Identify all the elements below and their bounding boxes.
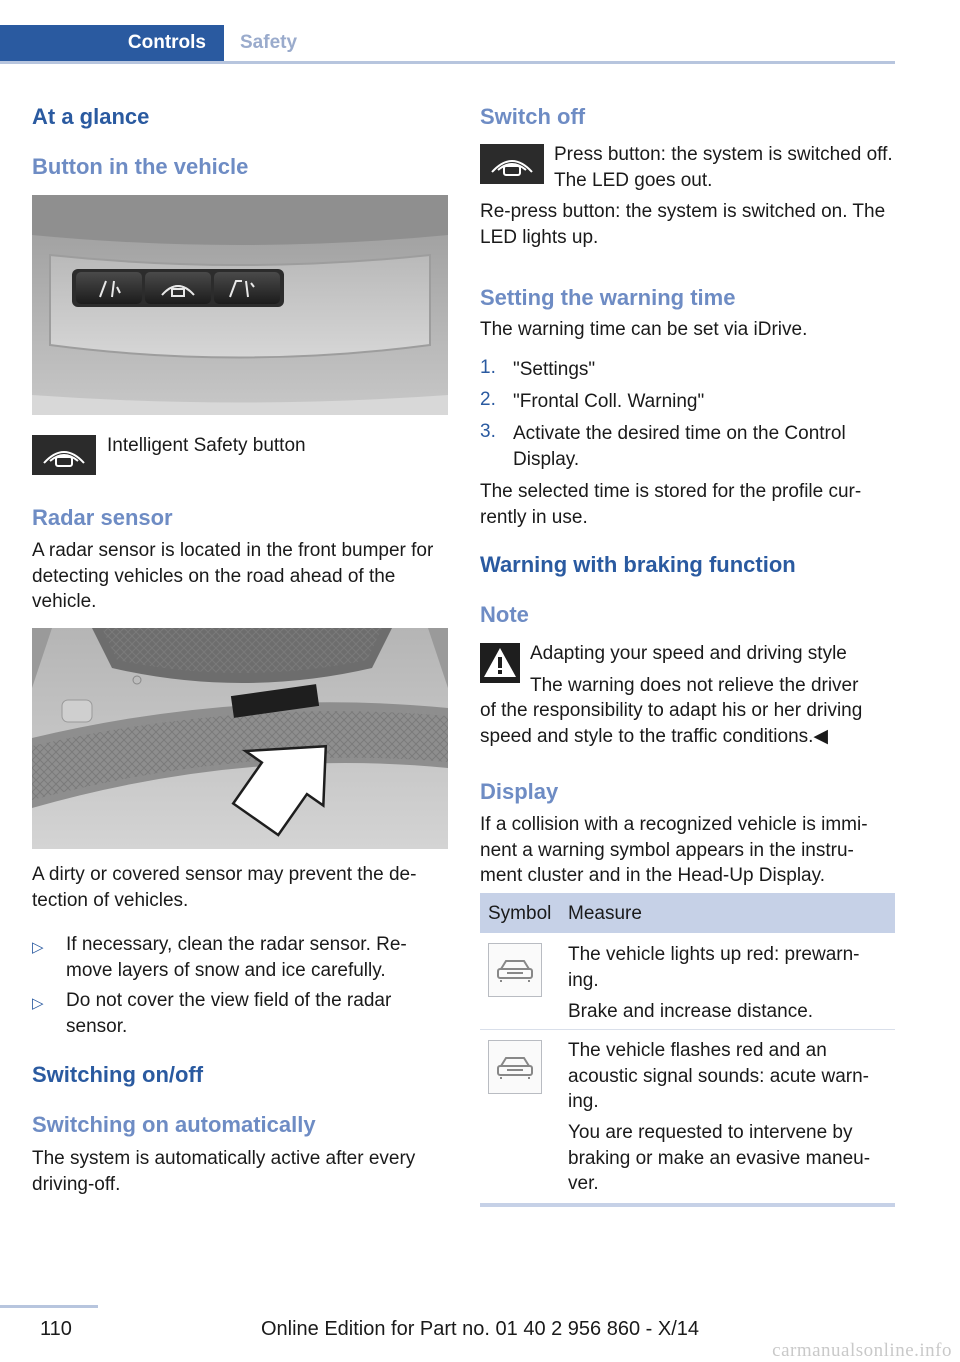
table-row-1-line1: The vehicle lights up red: prewarn‐ ing. [568,944,860,991]
safety-button-icon [480,144,544,184]
radar-sensor-photo-image [32,628,448,849]
table-header-symbol: Symbol [488,903,552,924]
heading-switch-off: Switch off [480,104,586,129]
heading-radar-sensor: Radar sensor [32,505,173,530]
heading-display: Display [480,779,559,804]
tab-safety[interactable]: Safety [240,32,298,53]
switch-off-text: Press button: the system is switched off. The LED goes out. [554,144,893,191]
heading-note: Note [480,602,529,627]
warning-triangle-icon [480,643,520,683]
display-text: If a collision with a recognized vehicle is immi‐ nent a warning symbol appears in the instru‐ ment cluster and in the Head-Up Display. [480,814,868,886]
note-text-rest: of the responsibility to adapt his or her driving speed and style to the traffic conditions.◀ [480,700,863,747]
step-3-text: Activate the desired time on the Control Display. [513,423,846,470]
tab-controls[interactable]: Controls [0,25,224,61]
dirty-sensor-text: A dirty or covered sensor may prevent the de‐ tection of vehicles. [32,864,417,911]
step-3-number: 3. [480,421,496,442]
radar-sensor-photo [32,628,448,849]
heading-warning-braking: Warning with braking function [480,552,796,577]
page-header [0,25,895,64]
intelligent-safety-label: Intelligent Safety button [107,435,306,456]
step-1-text: "Settings" [513,359,596,380]
heading-setting-warning-time: Setting the warning time [480,285,736,310]
table-header [480,893,895,933]
watermark: carmanualsonline.info [772,1340,952,1361]
warning-time-text: The warning time can be set via iDrive. [480,319,808,340]
edition-text: Online Edition for Part no. 01 40 2 956 860 - X/14 [260,1318,700,1340]
table-header-measure: Measure [568,903,642,924]
note-title: Adapting your speed and driving style [530,643,847,664]
footer-rule [0,1305,98,1308]
bullet-2-icon: ▷ [32,995,44,1012]
step-2-number: 2. [480,389,496,410]
step-2-text: "Frontal Coll. Warning" [513,391,705,412]
heading-switching-on-off: Switching on/off [32,1062,204,1087]
step-1-number: 1. [480,357,496,378]
heading-button-in-vehicle: Button in the vehicle [32,154,249,179]
prewarning-vehicle-icon [488,943,542,997]
table-row-separator [480,1029,895,1030]
note-text-line1: The warning does not relieve the driver [530,675,859,696]
acute-warning-vehicle-icon [488,1040,542,1094]
table-row-1-line2: Brake and increase distance. [568,1001,814,1022]
bullet-2-text: Do not cover the view field of the radar sensor. [66,990,392,1037]
table-row-2-line1: The vehicle flashes red and an acoustic signal sounds: acute warn‐ ing. [568,1040,869,1112]
stored-time-text: The selected time is stored for the profile cur‐ rently in use. [480,481,862,528]
intelligent-safety-button-icon [32,435,96,475]
table-row-2-line2: You are requested to intervene by braking or make an evasive maneu‐ ver. [568,1122,871,1194]
repress-text: Re-press button: the system is switched on. The LED lights up. [480,201,886,248]
bullet-1-icon: ▷ [32,939,44,956]
page-number: 110 [40,1318,72,1340]
table-bottom-rule [480,1203,895,1207]
button-photo [32,195,448,415]
bullet-1-text: If necessary, clean the radar sensor. Re‐ move layers of snow and ice carefully. [66,934,407,981]
switching-auto-text: The system is automatically active after every driving-off. [32,1148,416,1195]
radar-sensor-text: A radar sensor is located in the front bumper for detecting vehicles on the road ahead of the vehicle. [32,540,434,612]
heading-switching-on-automatically: Switching on automatically [32,1112,316,1137]
button-photo-image [32,195,448,415]
heading-at-a-glance: At a glance [32,104,150,129]
